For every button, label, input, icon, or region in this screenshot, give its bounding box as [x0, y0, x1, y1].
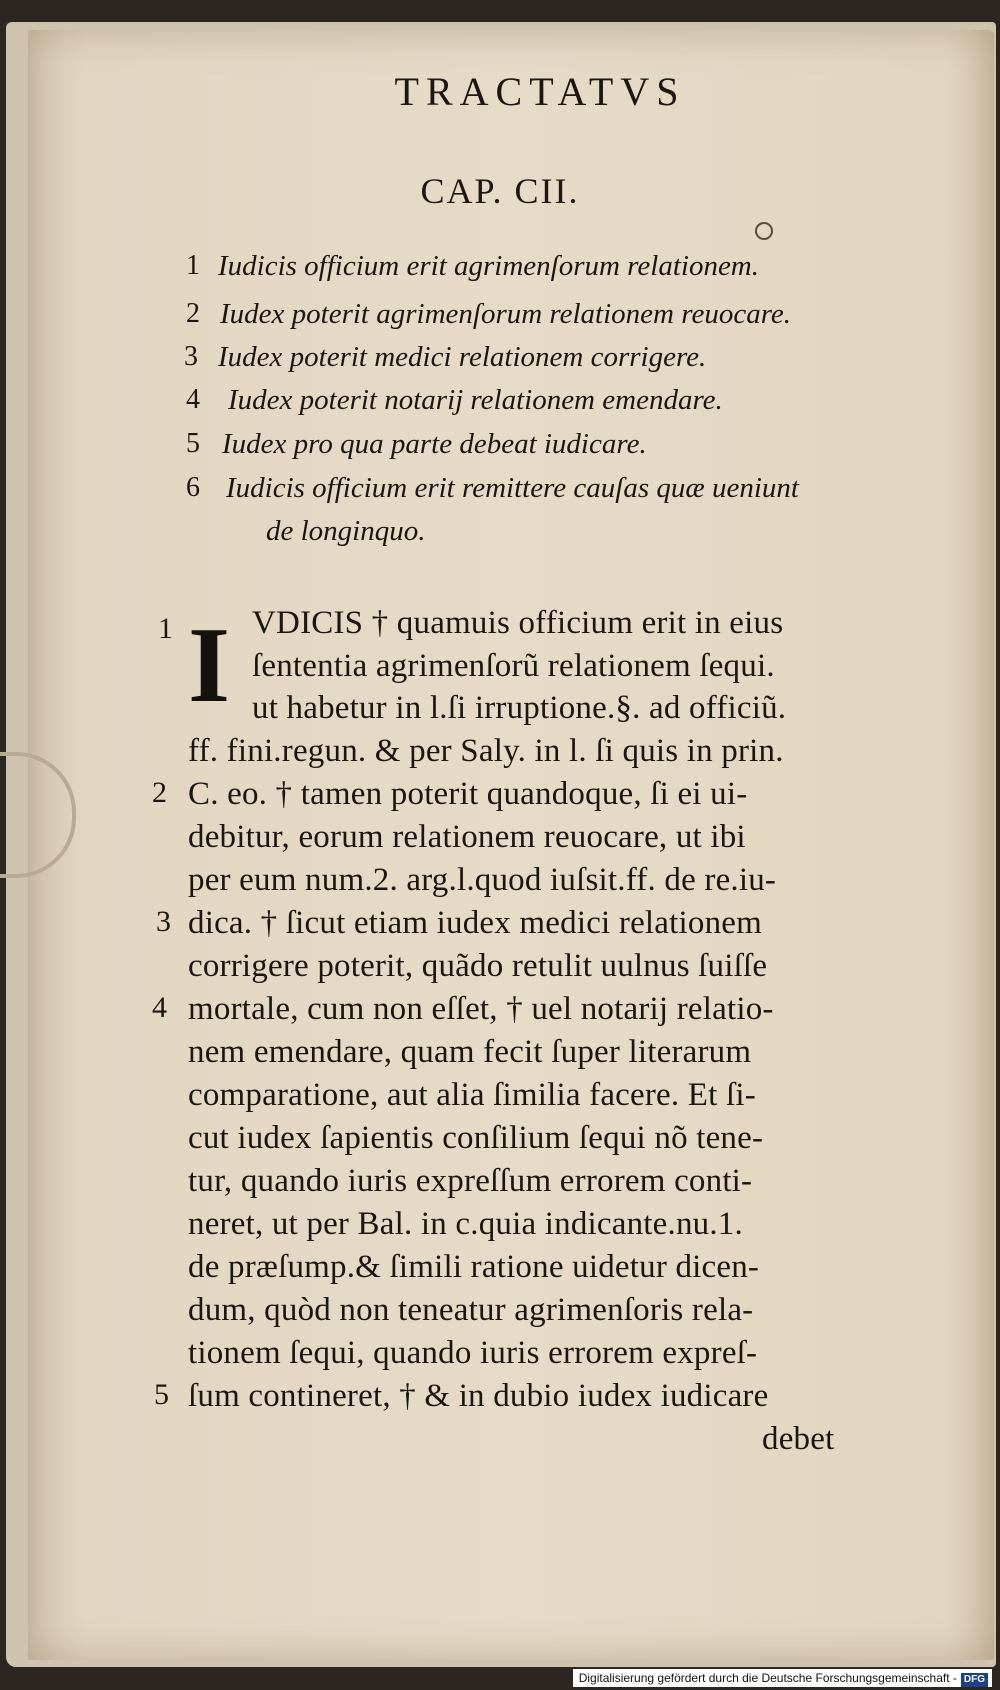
margin-number: 1: [158, 612, 173, 645]
text-line: tur, quando iuris expreſſum errorem conti-: [188, 1163, 753, 1199]
text-line: tionem ſequi, quando iuris errorem expreſ-: [188, 1335, 758, 1371]
summary-line: Iudicis officium erit remittere cauſas quæ ueniunt: [226, 472, 799, 504]
text-line: ut habetur in l.ſi irruptione.§. ad officiũ.: [252, 690, 787, 726]
ink-stain: [755, 222, 773, 240]
dfg-logo: DFG: [961, 1673, 988, 1687]
text-line: comparatione, aut alia ſimilia facere. Et ſi-: [188, 1077, 756, 1113]
summary-number: 6: [186, 472, 200, 503]
text-line: neret, ut per Bal. in c.quia indicante.nu.1.: [188, 1206, 743, 1242]
summary-number: 1: [186, 250, 200, 281]
text-line: VDICIS † quamuis officium erit in eius: [252, 605, 784, 641]
text-line: ſum contineret, † & in dubio iudex iudicare: [188, 1378, 769, 1414]
summary-line: Iudex poterit medici relationem corrigere.: [218, 341, 707, 373]
margin-number: 2: [152, 776, 167, 809]
drop-cap: I: [188, 606, 231, 725]
summary-line: Iudex poterit notarij relationem emendare.: [228, 384, 723, 416]
summary-number: 4: [186, 384, 200, 415]
summary-line: Iudex poterit agrimenſorum relationem reuocare.: [220, 298, 792, 330]
text-line: ff. fini.regun. & per Saly. in l. ſi quis in prin.: [188, 733, 784, 769]
text-line: C. eo. † tamen poterit quandoque, ſi ei ui-: [188, 776, 748, 812]
margin-number: 4: [152, 991, 167, 1024]
credit-text: Digitalisierung gefördert durch die Deutsche Forschungsgemeinschaft -: [578, 1671, 957, 1685]
chapter-title: CAP. CII.: [420, 171, 580, 211]
text-line: per eum num.2. arg.l.quod iuſsit.ff. de re.iu-: [188, 862, 777, 898]
summary-number: 5: [186, 428, 200, 459]
text-line: debitur, eorum relationem reuocare, ut ibi: [188, 819, 746, 855]
text-line: nem emendare, quam fecit ſuper literarum: [188, 1034, 752, 1070]
margin-number: 5: [154, 1378, 169, 1411]
text-line: ſententia agrimenſorũ relationem ſequi.: [252, 648, 775, 684]
summary-line: de longinquo.: [266, 515, 426, 547]
summary-line: Iudex pro qua parte debeat iudicare.: [222, 428, 647, 460]
text-line: mortale, cum non eſſet, † uel notarij relatio-: [188, 991, 774, 1027]
text-line: cut iudex ſapientis conſilium ſequi nõ tene-: [188, 1120, 764, 1156]
text-line: dum, quòd non teneatur agrimenſoris rela-: [188, 1292, 754, 1328]
digitization-credit: [573, 1669, 992, 1687]
margin-number: 3: [156, 905, 171, 938]
text-line: corrigere poterit, quãdo retulit uulnus ſuiſſe: [188, 948, 768, 984]
text-line: dica. † ſicut etiam iudex medici relationem: [188, 905, 762, 941]
text-line: de præſump.& ſimili ratione uidetur dicen-: [188, 1249, 760, 1285]
running-header: TRACTATVS: [394, 69, 686, 114]
summary-number: 2: [186, 298, 200, 329]
summary-line: Iudicis officium erit agrimenſorum relationem.: [218, 250, 760, 282]
summary-number: 3: [184, 341, 198, 372]
catchword: debet: [762, 1421, 835, 1457]
